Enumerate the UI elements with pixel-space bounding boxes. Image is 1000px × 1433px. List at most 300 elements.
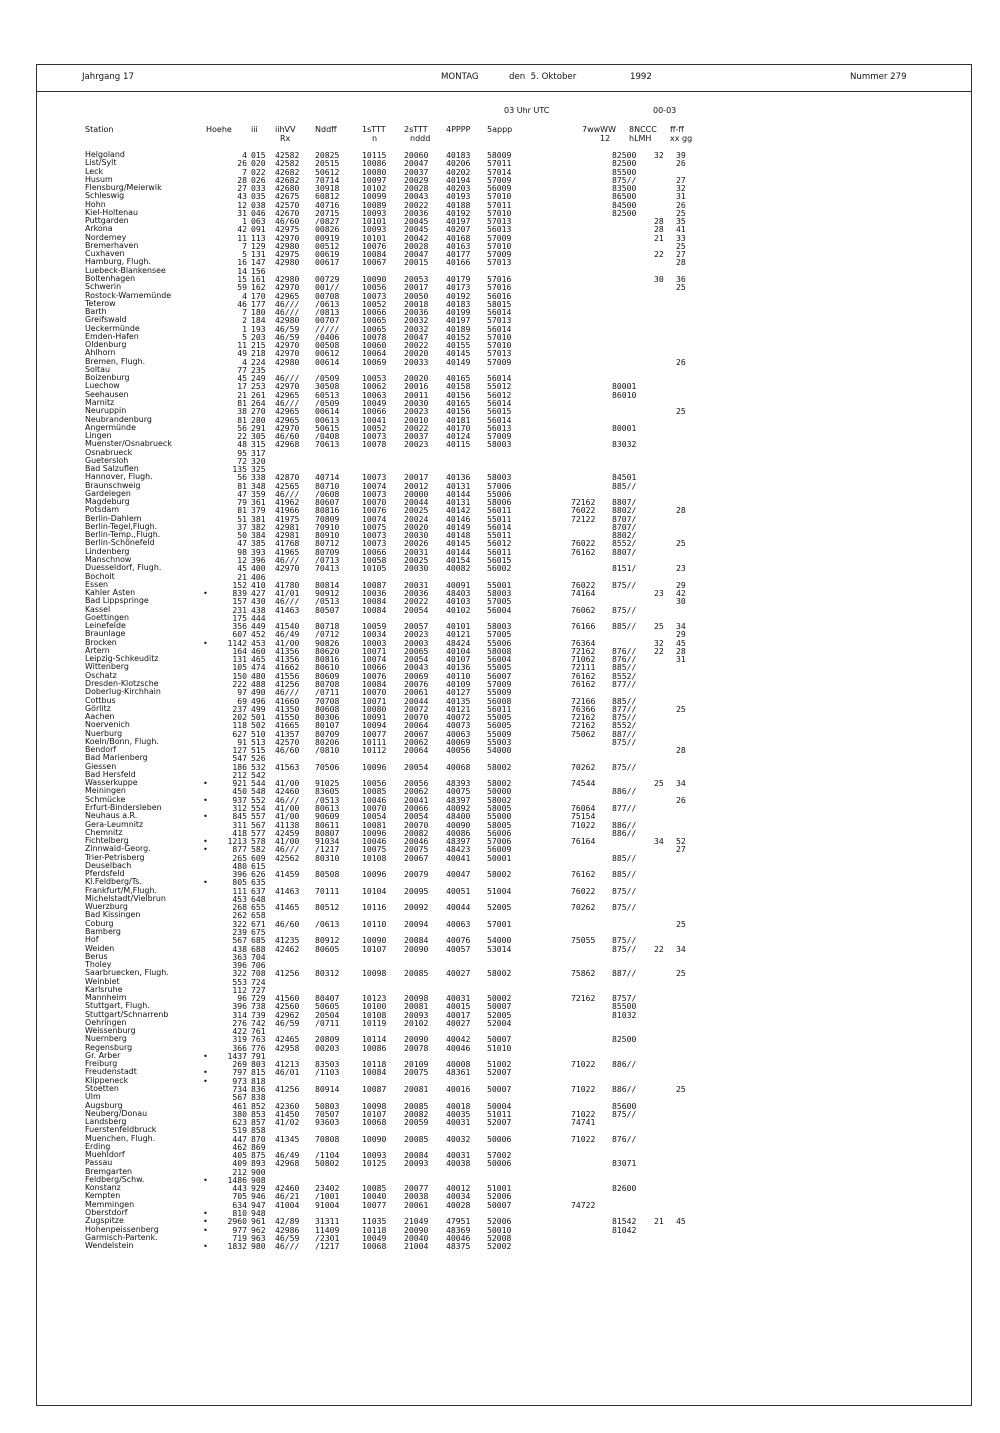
station-id: 131 [251,249,266,260]
station-name: Potsdam [85,505,120,515]
gust-gg: 45 [676,1216,686,1227]
nddff-value: 70413 [315,563,340,574]
gust-gg: 30 [676,596,686,607]
pressure-4pppp: 40131 [446,480,471,491]
station-name: Saarbruecken, Flugh. [85,968,169,978]
station-id: 727 [251,984,266,995]
station-height: 705 [232,1191,247,1202]
temp-2sttt: 20060 [404,150,429,160]
station-name: Gardelegen [85,488,131,498]
iihvv-value: 41356 [275,654,300,665]
gust-gg: 25 [676,1084,686,1095]
station-id: 815 [251,1067,266,1078]
station-name: Bad Salzuflen [85,464,139,474]
pressure-4pppp: 40145 [446,538,471,549]
temp-2sttt: 20054 [404,811,429,822]
pressure-4pppp: 40076 [446,935,471,946]
station-height: 26 [237,158,247,169]
gust-ff: 23 [654,588,664,599]
pressure-4pppp: 40131 [446,497,471,508]
temp-2sttt: 20044 [404,497,429,508]
weather-7wwww: 75062 [571,728,596,739]
nddff-value: 80816 [315,654,340,665]
tendency-5appp: 57006 [487,480,512,491]
station-id: 338 [251,472,266,483]
gust-ff: 21 [654,1216,664,1227]
temp-2sttt: 20098 [404,993,429,1004]
pressure-4pppp: 40056 [446,745,471,756]
tendency-5appp: 52004 [487,1017,512,1028]
temp-1sttt: 10104 [362,885,387,896]
nddff-value: 00614 [315,406,340,417]
gust-gg: 26 [676,199,686,210]
gust-gg: 32 [676,183,686,194]
pressure-4pppp: 40032 [446,1133,471,1144]
iihvv-value: 41345 [275,1133,300,1144]
station-name: Oehringen [85,1017,127,1027]
nddff-value: 93603 [315,1117,340,1128]
pressure-4pppp: 40063 [446,918,471,929]
temp-2sttt: 20102 [404,1017,429,1028]
cloud-8nccc: 875// [612,885,637,896]
station-height: 2960 [227,1216,247,1227]
tendency-5appp: 55006 [487,637,512,648]
station-id: 567 [251,819,266,830]
station-name: Kempten [85,1191,121,1201]
station-name: Neubrandenburg [85,414,152,424]
nddff-value: 80710 [315,480,340,491]
station-name: Artern [85,645,110,655]
station-name: Schwerin [85,282,122,292]
nddff-value: /0711 [315,1017,340,1028]
pressure-4pppp: 40086 [446,827,471,838]
station-name: Freiburg [85,1059,118,1069]
tendency-5appp: 57009 [487,356,512,367]
station-height: 839 [232,588,247,599]
iihvv-value: 41465 [275,902,300,913]
temp-2sttt: 20025 [404,505,429,516]
nddff-value: 00614 [315,356,340,367]
tendency-5appp: 56009 [487,844,512,855]
station-height: 112 [232,984,247,995]
gust-gg: 41 [676,224,686,235]
temp-2sttt: 20022 [404,340,429,351]
mountain-marker: • [203,588,208,599]
temp-2sttt: 20062 [404,736,429,747]
cloud-8nccc: 80001 [612,422,637,433]
cloud-8nccc: 8807/ [612,497,637,508]
temp-2sttt: 20028 [404,183,429,194]
station-height: 1213 [227,836,247,847]
station-name: Ulm [85,1092,101,1102]
pressure-4pppp: 40035 [446,1108,471,1119]
tendency-5appp: 56016 [487,290,512,301]
nddff-value: 80718 [315,621,340,632]
temp-1sttt: 10065 [362,323,387,334]
station-name: Stoetten [85,1084,119,1094]
cloud-8nccc: 885// [612,852,637,863]
station-id: 869 [251,1141,266,1152]
station-height: 977 [232,1224,247,1235]
weather-7wwww: 70262 [571,902,596,913]
station-id: 962 [251,1224,266,1235]
weather-7wwww: 74544 [571,778,596,789]
station-name: Michelstadt/Vielbrun [85,893,166,903]
temp-1sttt: 10070 [362,802,387,813]
station-height: 50 [237,530,247,541]
pressure-4pppp: 40156 [446,389,471,400]
pressure-4pppp: 40183 [446,150,471,160]
tendency-5appp: 56012 [487,538,512,549]
station-id: 129 [251,240,266,251]
temp-2sttt: 20029 [404,174,429,185]
gust-gg: 25 [676,282,686,293]
temp-1sttt: 10077 [362,728,387,739]
station-name: Wasserkuppe [85,778,138,788]
cloud-8nccc: 8802/ [612,530,637,541]
weather-7wwww: 76366 [571,703,596,714]
col-5appp: 5appp [487,125,513,134]
nddff-value: 20715 [315,207,340,218]
weather-7wwww: 70262 [571,761,596,772]
mountain-marker: • [203,1216,208,1227]
station-id: 900 [251,1166,266,1177]
station-name: Kl.Feldberg/Ts. [85,877,142,887]
station-id: 379 [251,505,266,516]
station-id: 544 [251,778,266,789]
tendency-5appp: 58002 [487,778,512,789]
station-height: 607 [232,629,247,640]
station-height: 396 [232,869,247,880]
station-id: 776 [251,1042,266,1053]
station-height: 21 [237,389,247,400]
weather-7wwww: 76022 [571,579,596,590]
temp-1sttt: 10084 [362,1067,387,1078]
cloud-8nccc: 877// [612,703,637,714]
station-id: 655 [251,902,266,913]
station-name: Deuselbach [85,860,132,870]
station-height: 366 [232,1042,247,1053]
temp-1sttt: 10107 [362,1108,387,1119]
station-id: 348 [251,480,266,491]
temp-2sttt: 20017 [404,472,429,483]
station-name: Braunschweig [85,480,141,490]
station-height: 69 [237,695,247,706]
station-id: 320 [251,455,266,466]
nddff-value: /1217 [315,1241,340,1252]
temp-1sttt: 10081 [362,819,387,830]
gust-gg: 25 [676,240,686,251]
gust-gg: 29 [676,579,686,590]
station-height: 237 [232,703,247,714]
station-name: Ueckermünde [85,323,140,333]
col-1sttt-sub: n [372,134,378,143]
cloud-8nccc: 8707/ [612,521,637,532]
station-id: 671 [251,918,266,929]
station-height: 59 [237,282,247,293]
tendency-5appp: 55006 [487,488,512,499]
station-name: Ahlhorn [85,348,116,358]
nddff-value: 80914 [315,1084,340,1095]
tendency-5appp: 57009 [487,679,512,689]
station-id: 729 [251,993,266,1004]
station-height: 98 [237,546,247,557]
nddff-value: /0713 [315,555,340,566]
temp-2sttt: 20070 [404,712,429,723]
temp-1sttt: 10060 [362,340,387,351]
station-height: 311 [232,819,247,830]
station-id: 685 [251,935,266,946]
station-height: 7 [242,166,247,177]
station-name: Barth [85,307,107,317]
station-height: 81 [237,480,247,491]
station-height: 48 [237,439,247,450]
station-id: 615 [251,860,266,871]
temp-2sttt: 20053 [404,273,429,284]
tendency-5appp: 52005 [487,1009,512,1020]
table-row [0,1242,1000,1250]
cloud-8nccc: 8552/ [612,670,637,681]
iihvv-value: 42462 [275,943,300,954]
station-height: 79 [237,497,247,508]
nddff-value: 70714 [315,174,340,185]
temp-2sttt: 20090 [404,1224,429,1235]
temp-2sttt: 20075 [404,844,429,855]
nddff-value: 20809 [315,1034,340,1045]
weather-7wwww: 75154 [571,811,596,822]
station-height: 627 [232,728,247,739]
station-name: Gera-Leumnitz [85,819,144,829]
station-id: 706 [251,960,266,971]
station-height: 164 [232,645,247,656]
station-name: Duesseldorf, Flugh. [85,563,162,573]
temp-1sttt: 10076 [362,670,387,681]
nddff-value: 00919 [315,232,340,243]
temp-1sttt: 10084 [362,249,387,260]
nddff-value: 80609 [315,670,340,681]
station-name: Bad Marienberg [85,753,148,763]
pressure-4pppp: 40017 [446,1009,471,1020]
station-id: 526 [251,753,266,764]
nddff-value: /0613 [315,298,340,309]
temp-1sttt: 10058 [362,555,387,566]
nddff-value: 80912 [315,935,340,946]
tendency-5appp: 52006 [487,1216,512,1227]
station-id: 510 [251,728,266,739]
pressure-4pppp: 47951 [446,1216,471,1227]
iihvv-value: 46/59 [275,1232,300,1243]
temp-1sttt: 10070 [362,687,387,698]
table-row [0,1019,1000,1027]
table-row [0,457,1000,465]
weather-7wwww: 71062 [571,654,596,665]
nddff-value: 90826 [315,637,340,648]
station-height: 4 [242,290,247,301]
cloud-8nccc: 8707/ [612,513,637,524]
temp-2sttt: 20069 [404,670,429,681]
pressure-4pppp: 48423 [446,844,471,855]
temp-2sttt: 20043 [404,191,429,202]
station-height: 567 [232,1092,247,1103]
station-height: 845 [232,811,247,822]
pressure-4pppp: 48375 [446,1241,471,1252]
pressure-4pppp: 40031 [446,993,471,1004]
station-id: 430 [251,596,266,607]
station-id: 791 [251,1050,266,1061]
tendency-5appp: 58002 [487,869,512,880]
cloud-8nccc: 8552/ [612,538,637,549]
temp-1sttt: 10105 [362,563,387,574]
cloud-8nccc: 85500 [612,1001,637,1012]
tendency-5appp: 58005 [487,819,512,830]
gust-ff: 25 [654,621,664,632]
weather-7wwww: 76364 [571,637,596,648]
station-height: 157 [232,596,247,607]
pressure-4pppp: 40101 [446,621,471,632]
iihvv-value: 41356 [275,645,300,656]
iihvv-value: 41/00 [275,637,300,648]
station-name: Berlin-Tegel,Flugh. [85,521,158,531]
cloud-8nccc: 877// [612,679,637,689]
gust-ff: 34 [654,836,664,847]
tendency-5appp: 55009 [487,728,512,739]
cloud-8nccc: 8802/ [612,505,637,516]
station-height: 7 [242,307,247,318]
iihvv-value: 42459 [275,827,300,838]
gust-ff: 25 [654,778,664,789]
iihvv-value: 42465 [275,1034,300,1045]
station-id: 193 [251,323,266,334]
tendency-5appp: 50000 [487,786,512,797]
station-height: 15 [237,273,247,284]
temp-2sttt: 20012 [404,480,429,491]
station-height: 81 [237,414,247,425]
station-id: 396 [251,555,266,566]
station-id: 452 [251,629,266,640]
temp-2sttt: 20030 [404,563,429,574]
station-table [0,151,1000,1250]
temp-1sttt: 10099 [362,191,387,202]
temp-2sttt: 20045 [404,216,429,227]
station-height: 553 [232,976,247,987]
station-id: 291 [251,422,266,433]
col-ff: ff-ff [670,125,684,134]
temp-1sttt: 10040 [362,1191,387,1202]
station-height: 461 [232,1100,247,1111]
tendency-5appp: 55009 [487,687,512,698]
col-2sttt-sub: nddd [410,134,431,143]
station-id: 147 [251,257,266,268]
station-name: Zinnwald-Georg. [85,844,151,854]
cloud-8nccc: 876// [612,1133,637,1144]
col-nddff: Nddff [315,125,337,134]
iihvv-value: 46/60 [275,745,300,756]
temp-2sttt: 20023 [404,439,429,450]
pressure-4pppp: 40041 [446,852,471,863]
nddff-value: /2301 [315,1232,340,1243]
station-id: 203 [251,331,266,342]
pressure-4pppp: 48424 [446,637,471,648]
pressure-4pppp: 40194 [446,174,471,185]
iihvv-value: 46/49 [275,629,300,640]
temp-2sttt: 20067 [404,852,429,863]
cloud-8nccc: 886// [612,786,637,797]
temp-1sttt: 10074 [362,654,387,665]
station-id: 742 [251,1017,266,1028]
tendency-5appp: 56015 [487,406,512,417]
nddff-value: 90609 [315,811,340,822]
iihvv-value: 41962 [275,497,300,508]
iihvv-value: 41463 [275,604,300,615]
col-4pppp: 4PPPP [446,125,471,134]
gust-gg: 34 [676,778,686,789]
station-height: 418 [232,827,247,838]
temp-2sttt: 20017 [404,282,429,293]
station-height: 118 [232,720,247,731]
gust-gg: 29 [676,629,686,640]
nddff-value: 70506 [315,761,340,772]
temp-1sttt: 10073 [362,472,387,483]
nddff-value: 50803 [315,1100,340,1111]
gust-gg: 45 [676,637,686,648]
pressure-4pppp: 40008 [446,1059,471,1070]
station-name: Hamburg, Flugh. [85,257,151,267]
station-id: 046 [251,207,266,218]
station-height: 38 [237,406,247,417]
pressure-4pppp: 40073 [446,720,471,731]
temp-1sttt: 10107 [362,943,387,954]
tendency-5appp: 57013 [487,348,512,359]
cloud-8nccc: 875// [612,604,637,615]
iihvv-value: 42560 [275,1001,300,1012]
pressure-4pppp: 40145 [446,348,471,359]
station-name: Guetersloh [85,455,129,465]
station-name: Cuxhaven [85,249,125,259]
temp-2sttt: 20093 [404,1158,429,1169]
station-height: 12 [237,199,247,210]
pressure-4pppp: 40103 [446,596,471,607]
tendency-5appp: 55001 [487,579,512,590]
pressure-4pppp: 40149 [446,521,471,532]
nddff-value: 00619 [315,249,340,260]
nddff-value: 70809 [315,513,340,524]
pressure-4pppp: 40012 [446,1183,471,1194]
gust-ff: 22 [654,943,664,954]
station-id: 249 [251,373,266,384]
station-id: 063 [251,216,266,227]
station-height: 805 [232,877,247,888]
nddff-value: 30508 [315,381,340,392]
station-id: 763 [251,1034,266,1045]
iihvv-value: 41965 [275,546,300,557]
pressure-4pppp: 40015 [446,1001,471,1012]
tendency-5appp: 57009 [487,232,512,243]
pressure-4pppp: 40144 [446,488,471,499]
station-height: 973 [232,1075,247,1086]
station-id: 803 [251,1059,266,1070]
station-height: 81 [237,505,247,516]
station-id: 305 [251,431,266,442]
nddff-value: 00203 [315,1042,340,1053]
pressure-4pppp: 40181 [446,414,471,425]
iihvv-value: 46/59 [275,1017,300,1028]
station-id: 359 [251,488,266,499]
nddff-value: 30918 [315,183,340,194]
station-height: 47 [237,538,247,549]
gust-gg: 34 [676,943,686,954]
cloud-8nccc: 86500 [612,191,637,202]
station-id: 852 [251,1100,266,1111]
